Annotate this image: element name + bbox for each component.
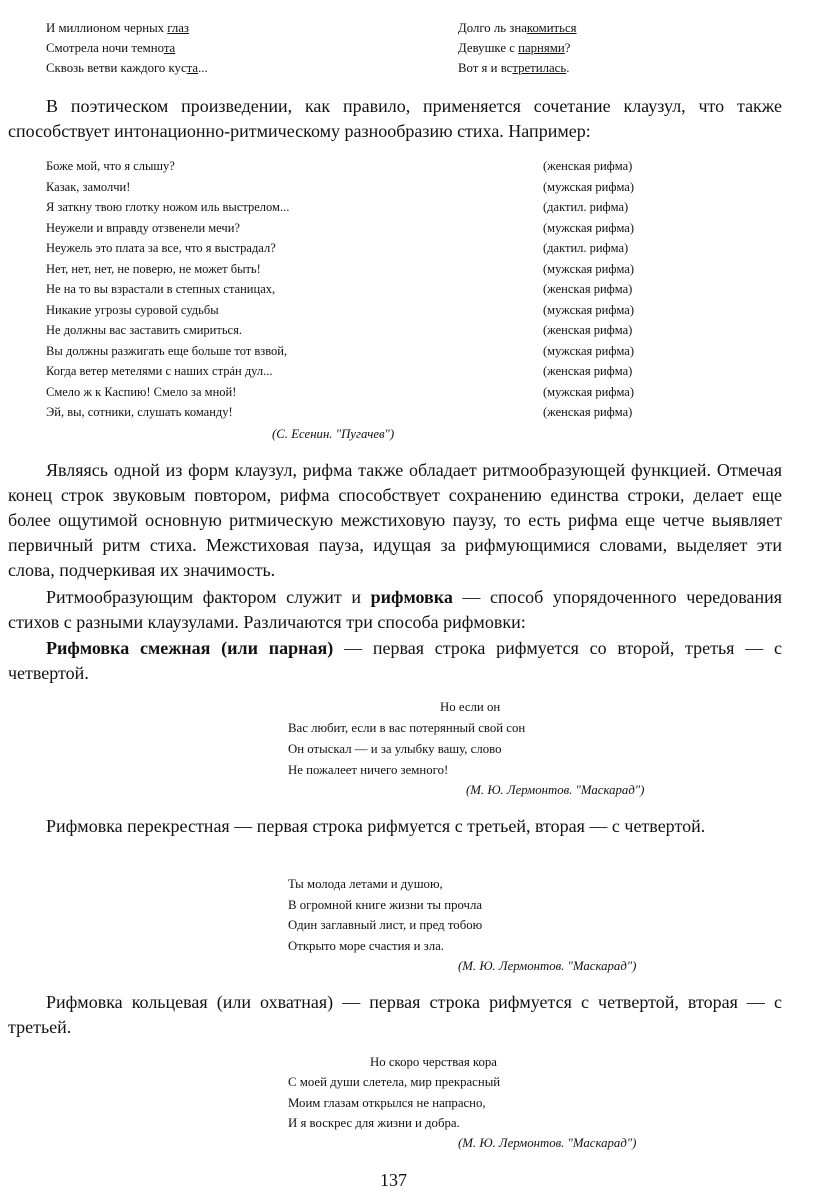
verse-row: Смело ж к Каспию! Смело за мной! (мужская рифма) — [46, 382, 666, 403]
masquerade-attribution: (М. Ю. Лермонтов. "Маскарад") — [458, 1136, 637, 1150]
rhyme-type-note: (мужская рифма) — [543, 343, 634, 358]
pugachev-excerpt — [46, 156, 666, 423]
verse-row: Не должны вас заставить смириться. (женская рифма) — [46, 320, 666, 341]
verse-line: С моей души слетела, мир прекрасный — [288, 1075, 501, 1089]
paragraph-rhyme-function: Являясь одной из форм клаузул, рифма также обладает ритмообразующей функцией. Отмечая конец строк звуковым повтором, рифма способствует сохранению единства строки, делает еще более ощутимой основную ритмическую межстиховую паузу, то есть рифма еще четче выявляет первичный ритм стиха. Межстиховая пауза, идущая за рифмующимися словами, выделяет эти слова, подчеркивая их значимость. — [8, 460, 782, 580]
verse-row: Я заткну твою глотку ножом иль выстрелом... (дактил. рифма) — [46, 197, 666, 218]
verse-row: Не на то вы взрастали в степных станицах, (женская рифма) — [46, 279, 666, 300]
verse-line: Сквозь ветви каждого куста... — [46, 61, 208, 75]
paragraph-cross-rhyme: Рифмовка перекрестная — первая строка рифмуется с третьей, вторая — с четвертой. — [46, 816, 706, 836]
verse-row: Боже мой, что я слышу? (женская рифма) — [46, 156, 666, 177]
paragraph-ring-rhyme: Рифмовка кольцевая (или охватная) — первая строка рифмуется с четвертой, вторая — с третьей. — [8, 992, 782, 1037]
verse-row: Когда ветер метелями с наших стрáн дул... (женская рифма) — [46, 361, 666, 382]
verse-row: Вы должны разжигать еще больше тот взвой, (мужская рифма) — [46, 341, 666, 362]
top-poem-right-column — [458, 18, 798, 78]
verse-line: Но скоро черствая кора — [370, 1055, 497, 1069]
rhyme-type-note: (мужская рифма) — [543, 261, 634, 276]
masquerade-attribution: (М. Ю. Лермонтов. "Маскарад") — [466, 783, 645, 797]
rhyme-type-note: (женская рифма) — [543, 364, 633, 378]
rhyme-type-note: (мужская рифма) — [543, 179, 634, 194]
verse-row: Эй, вы, сотники, слушать команду! (женская рифма) — [46, 402, 666, 423]
rhyme-type-note: (мужская рифма) — [543, 220, 634, 235]
rhyme-type-note: (женская рифма) — [543, 282, 633, 296]
rhyme-type-note: (женская рифма) — [543, 159, 633, 173]
paragraph-rhyming-scheme: Ритмообразующим фактором служит и рифмовка — способ упорядоченного чередования стихов с разными клаузулами. Различаются три способа рифмовки: — [8, 587, 782, 632]
paragraph-adjacent-rhyme: Рифмовка смежная (или парная) — первая строка рифмуется со второй, третья — с четвертой. — [8, 638, 783, 683]
page-number: 137 — [380, 1170, 407, 1190]
verse-row: Нет, нет, нет, не поверю, не может быть! (мужская рифма) — [46, 259, 666, 280]
verse-line: Смотрела ночи темнота — [46, 41, 176, 55]
verse-line: Моим глазам открылся не напрасно, — [288, 1096, 486, 1110]
verse-row: Неужели и вправду отзвенели мечи? (мужская рифма) — [46, 218, 666, 239]
verse-line: Он отыскал — и за улыбку вашу, слово — [288, 742, 502, 756]
verse-line: И миллионом черных глаз — [46, 21, 189, 35]
verse-line: И я воскрес для жизни и добра. — [288, 1116, 460, 1130]
verse-line: Вот я и встретилась. — [458, 61, 570, 75]
pugachev-attribution: (С. Есенин. "Пугачев") — [272, 427, 395, 441]
rhyme-type-note: (женская рифма) — [543, 323, 633, 337]
verse-row: Казак, замолчи! (мужская рифма) — [46, 177, 666, 198]
verse-line: Один заглавный лист, и пред тобою — [288, 918, 483, 932]
verse-line: Вас любит, если в вас потерянный свой сон — [288, 721, 526, 735]
rhyme-type-note: (мужская рифма) — [543, 302, 634, 317]
verse-line: Долго ль знакомиться — [458, 21, 577, 35]
verse-line: Не пожалеет ничего земного! — [288, 763, 449, 777]
rhyme-type-note: (женская рифма) — [543, 405, 633, 419]
verse-line: Но если он — [440, 700, 501, 714]
verse-line: Открыто море счастия и зла. — [288, 939, 444, 953]
paragraph-clausula-combination: В поэтическом произведении, как правило, применяется сочетание клаузул, что также способствует интонационно-ритмическому разнообразию стиха. Например: — [8, 96, 782, 141]
top-poem-left-column — [46, 18, 386, 78]
rhyme-type-note: (дактил. рифма) — [543, 241, 629, 255]
verse-row: Неужель это плата за все, что я выстрадал? (дактил. рифма) — [46, 238, 666, 259]
verse-row: Никакие угрозы суровой судьбы (мужская рифма) — [46, 300, 666, 321]
verse-line: Девушке с парнями? — [458, 41, 571, 55]
verse-line: В огромной книге жизни ты прочла — [288, 898, 483, 912]
masquerade-attribution: (М. Ю. Лермонтов. "Маскарад") — [458, 959, 637, 973]
rhyme-type-note: (дактил. рифма) — [543, 200, 629, 214]
verse-line: Ты молода летами и душою, — [288, 877, 443, 891]
rhyme-type-note: (мужская рифма) — [543, 384, 634, 399]
